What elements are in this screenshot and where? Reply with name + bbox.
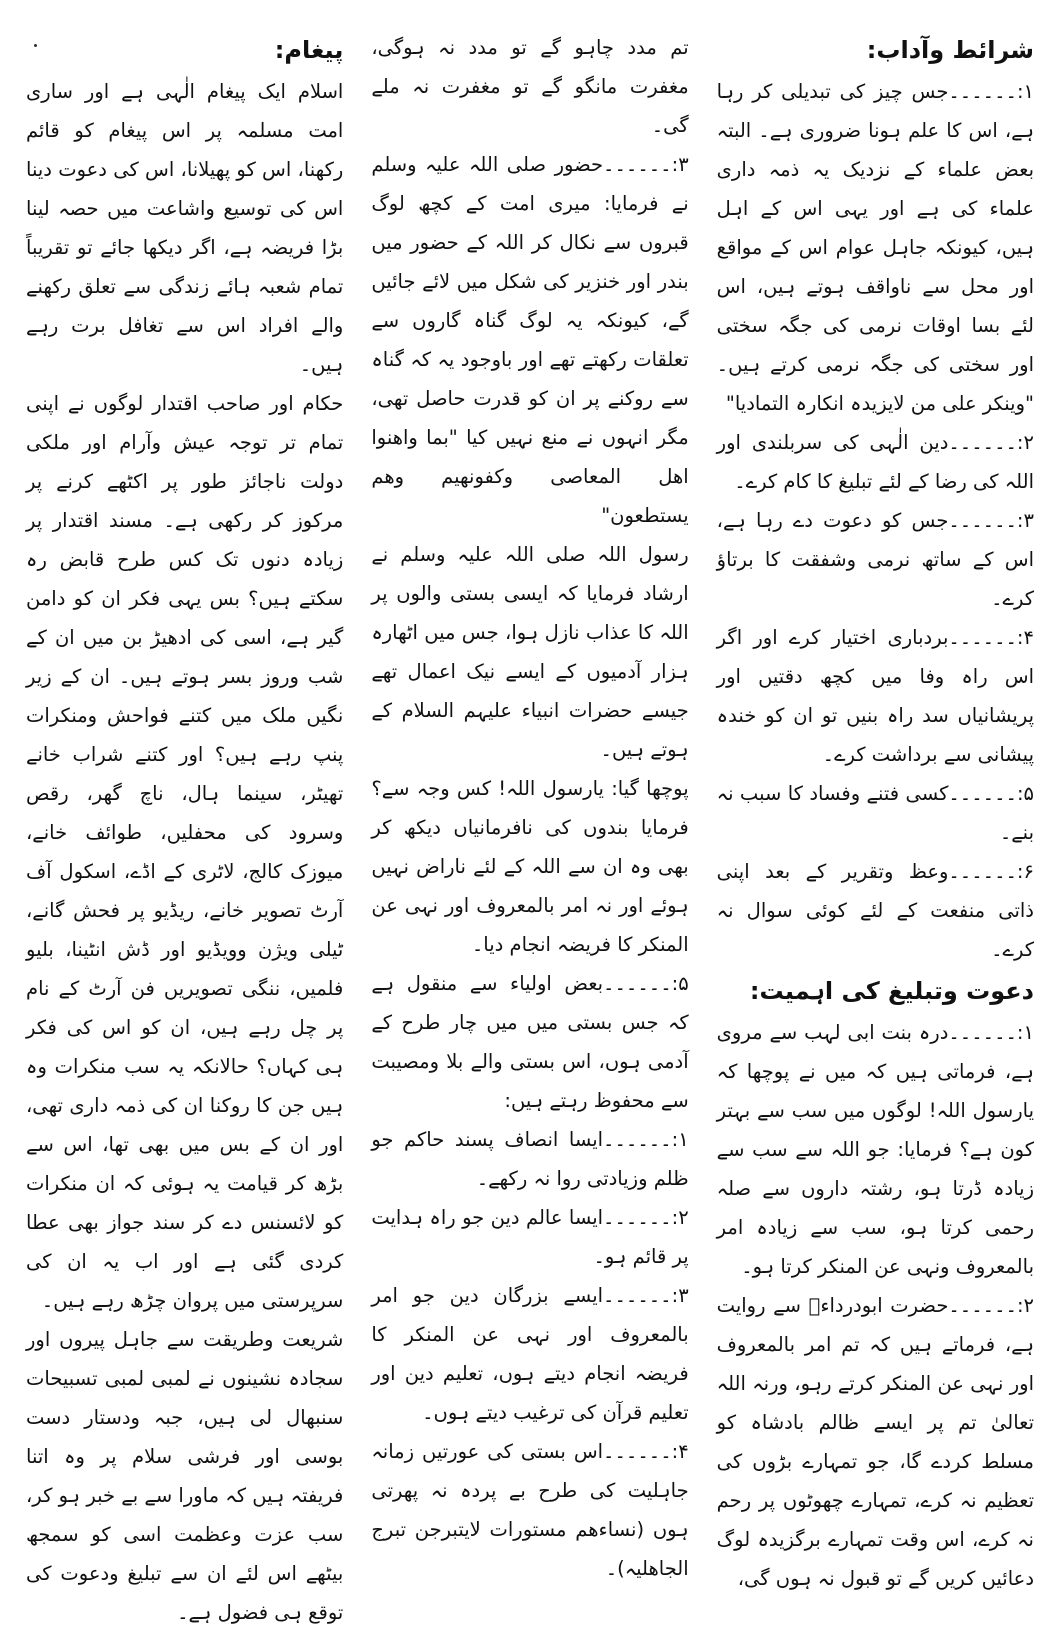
paragraph: ۱:۔۔۔۔۔۔ایسا انصاف پسند حاکم جو ظلم وزیادتی روا نہ رکھے۔ [371, 1128, 689, 1190]
column-right [716, 28, 1034, 1590]
heading-importance: دعوت وتبلیغ کی اہمیت: [749, 977, 1034, 1005]
paragraph: ۱:۔۔۔۔۔۔جس چیز کی تبدیلی کر رہا ہے، اس کا علم ہونا ضروری ہے۔ البتہ بعض علماء کے نزدیک یہ ذمہ داری علماء کی ہے اور یہی اس کے اہل ہیں، کیونکہ جاہل عوام اس کے مواقع اور محل سے ناواقف ہوتے ہیں، اس لئے بسا اوقات نرمی کی جگہ سختی اور سختی کی جگہ نرمی کرتے ہیں۔ "وینکر علی من لایزیدہ انکارہ التمادیا" [716, 80, 1034, 415]
paragraph: شریعت وطریقت سے جاہل پیروں اور سجادہ نشینوں نے لمبی لمبی تسبیحات سنبھال لی ہیں، جبہ ودستار دست بوسی اور فرشی سلام پر وہ اتنا فریفتہ ہیں کہ ماورا سے بے خبر ہو کر، سب عزت وعظمت اسی کو سمجھ بیٹھے اس لئے ان سے تبلیغ ودعوت کی توقع ہی فضول ہے۔ [26, 1328, 344, 1624]
heading-message: پیغام: [274, 36, 344, 64]
paragraph: اسلام ایک پیغام الٰہی ہے اور ساری امت مسلمہ پر اس پیغام کو قائم رکھنا، اس کو پھیلانا، اس کی دعوت دینا اس کی توسیع واشاعت میں حصہ لینا بڑا فریضہ ہے، اگر دیکھا جائے تو تقریباً تمام شعبہ ہائے زندگی سے تعلق رکھنے والے افراد اس سے تغافل برت رہے ہیں۔ [26, 80, 344, 376]
paragraph: ۲:۔۔۔۔۔۔ایسا عالم دین جو راہ ہدایت پر قائم ہو۔ [371, 1206, 689, 1268]
paragraph: ۲:۔۔۔۔۔۔حضرت ابودرداءؓ سے روایت ہے، فرماتے ہیں کہ تم امر بالمعروف اور نہی عن المنکر کرتے رہو، ورنہ اللہ تعالیٰ تم پر ایسے ظالم بادشاہ کو مسلط کردے گا، جو تمہارے بڑوں کی تعظیم نہ کرے، تمہارے چھوٹوں پر رحم نہ کرے، اس وقت تمہارے برگزیدہ لوگ دعائیں کریں گے تو قبول نہ ہوں گی، [716, 1294, 1034, 1590]
paragraph: ۴:۔۔۔۔۔۔بردباری اختیار کرے اور اگر اس راہ وفا میں کچھ دقتیں اور پریشانیاں سد راہ بنیں تو ان کو خندہ پیشانی سے برداشت کرے۔ [716, 626, 1034, 766]
column-left [26, 28, 344, 1624]
paragraph: حکام اور صاحب اقتدار لوگوں نے اپنی تمام تر توجہ عیش وآرام اور ملکی دولت ناجائز طور پر اکٹھے کرنے پر مرکوز کر رکھی ہے۔ مسند اقتدار پر زیادہ دنوں تک کس طرح قابض رہ سکتے ہیں؟ بس یہی فکر ان کو دامن گیر ہے، اسی کی ادھیڑ بن میں ان کے شب وروز بسر ہوتے ہیں۔ ان کے زیر نگیں ملک میں کتنے فواحش ومنکرات پنپ رہے ہیں؟ اور کتنے شراب خانے تھیٹر، سینما ہال، ناچ گھر، رقص وسرود کی محفلیں، طوائف خانے، میوزک کالج، لاٹری کے اڈے، اسکول آف آرٹ تصویر خانے، ریڈیو پر فحش گانے، ٹیلی ویژن وویڈیو اور ڈش انٹینا، بلیو فلمیں، ننگی تصویریں فن آرٹ کے نام پر چل رہے ہیں، ان کو اس کی فکر ہی کہاں؟ حالانکہ یہ سب منکرات وہ ہیں جن کا روکنا ان کی ذمہ داری تھی، اور ان کے بس میں بھی تھا، اس سے بڑھ کر قیامت یہ ہوئی کہ ان منکرات کو لائسنس دے کر سند جواز بھی عطا کردی گئی ہے اور اب یہ ان کی سرپرستی میں پروان چڑھ رہے ہیں۔ [26, 392, 344, 1312]
heading-conditions: شرائط وآداب: [866, 36, 1034, 64]
paragraph: ۳:۔۔۔۔۔۔ایسے بزرگان دین جو امر بالمعروف اور نہی عن المنکر کا فریضہ انجام دیتے ہوں، تعلیم دین اور تعلیم قرآن کی ترغیب دیتے ہوں۔ [371, 1284, 689, 1424]
paragraph: تم مدد چاہو گے تو مدد نہ ہوگی، مغفرت مانگو گے تو مغفرت نہ ملے گی۔ [371, 36, 689, 137]
column-middle [371, 28, 689, 1580]
paragraph: ۴:۔۔۔۔۔۔اس بستی کی عورتیں زمانہ جاہلیت کی طرح بے پردہ نہ پھرتی ہوں (نساءھم مستورات لایتبرجن تبرج الجاھلیہ)۔ [371, 1440, 689, 1580]
paragraph: رسول اللہ صلی اللہ علیہ وسلم نے ارشاد فرمایا کہ ایسی بستی والوں پر اللہ کا عذاب نازل ہوا، جس میں اٹھارہ ہزار آدمیوں کے ایسے نیک اعمال تھے جیسے حضرات انبیاء علیہم السلام کے ہوتے ہیں۔ [371, 543, 689, 761]
paragraph: ۵:۔۔۔۔۔۔بعض اولیاء سے منقول ہے کہ جس بستی میں میں چار طرح کے آدمی ہوں، اس بستی والے بلا ومصیبت سے محفوظ رہتے ہیں: [371, 972, 689, 1112]
paragraph: ۳:۔۔۔۔۔۔جس کو دعوت دے رہا ہے، اس کے ساتھ نرمی وشفقت کا برتاؤ کرے۔ [716, 509, 1034, 610]
paragraph: پوچھا گیا: یارسول اللہ! کس وجہ سے؟ فرمایا بندوں کی نافرمانیاں دیکھ کر بھی وہ ان سے اللہ کے لئے ناراض نہیں ہوئے اور نہ امر بالمعروف اور نہی عن المنکر کا فریضہ انجام دیا۔ [371, 777, 689, 956]
paragraph: ۵:۔۔۔۔۔۔کسی فتنے وفساد کا سبب نہ بنے۔ [716, 782, 1034, 844]
paragraph: ۱:۔۔۔۔۔۔درہ بنت ابی لہب سے مروی ہے، فرماتی ہیں کہ میں نے پوچھا کہ یارسول اللہ! لوگوں میں سب سے بہتر کون ہے؟ فرمایا: جو اللہ سے سب سے زیادہ ڈرتا ہو، رشتہ داروں سے صلہ رحمی کرتا ہو، سب سے زیادہ امر بالمعروف ونہی عن المنکر کرتا ہو۔ [716, 1021, 1034, 1278]
paragraph: ۶:۔۔۔۔۔۔وعظ وتقریر کے بعد اپنی ذاتی منفعت کے لئے کوئی سوال نہ کرے۔ [716, 860, 1034, 961]
paragraph: ۳:۔۔۔۔۔۔حضور صلی اللہ علیہ وسلم نے فرمایا: میری امت کے کچھ لوگ قبروں سے نکال کر اللہ کے حضور میں بندر اور خنزیر کی شکل میں لائے جائیں گے، کیونکہ یہ لوگ گناہ گاروں سے تعلقات رکھتے تھے اور باوجود یہ کہ گناہ سے روکنے پر ان کو قدرت حاصل تھی، مگر انہوں نے منع نہیں کیا "بما واھنوا اھل المعاصی وکفونھیم وھم یستطعون" [371, 153, 689, 527]
paragraph: ۲:۔۔۔۔۔۔دین الٰہی کی سربلندی اور اللہ کی رضا کے لئے تبلیغ کا کام کرے۔ [716, 431, 1034, 493]
page-speck [34, 44, 37, 47]
